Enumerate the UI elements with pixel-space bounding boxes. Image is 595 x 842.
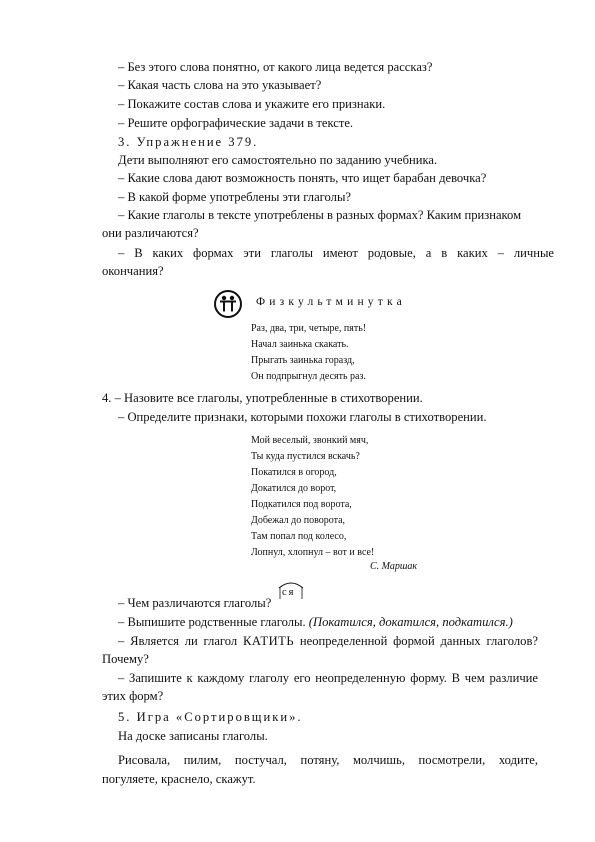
text-line: – В какой форме употреблены эти глаголы? bbox=[118, 190, 351, 204]
verb-list-line: погуляете, краснело, скажут. bbox=[102, 772, 256, 786]
text-line: 4. – Назовите все глаголы, употребленные в стихотворении. bbox=[102, 391, 423, 405]
section-heading bbox=[118, 710, 303, 725]
poem-line: Лопнул, хлопнул – вот и все! bbox=[251, 547, 375, 558]
question-line: – Покажите состав слова и укажите его признаки. bbox=[118, 97, 386, 111]
text-line: – Запишите к каждому глаголу его неопределенную форму. В чем различие bbox=[118, 671, 538, 685]
postfix-label: ся bbox=[282, 587, 296, 598]
text-line: – Какие глаголы в тексте употреблены в разных формах? Каким признаком bbox=[118, 208, 522, 222]
text-line: окончания? bbox=[102, 264, 164, 278]
poem-line: Прыгать заинька горазд, bbox=[251, 355, 355, 366]
question-line: – Решите орфографические задачи в тексте. bbox=[118, 116, 354, 130]
text-line: они различаются? bbox=[102, 226, 199, 240]
text-line: – В каких формах эти глаголы имеют родовые, а в каких – личные bbox=[118, 246, 554, 260]
section-title: Упражнение 379. bbox=[136, 135, 259, 149]
poem-line: Покатился в огород, bbox=[251, 467, 337, 478]
poem-line: Добежал до поворота, bbox=[251, 515, 346, 526]
text-line: – Выпишите родственные глаголы. (Покатился, докатился, подкатился.) bbox=[118, 615, 513, 629]
poem-line: Там попал под колесо, bbox=[251, 531, 347, 542]
text-line: – Какие слова дают возможность понять, что ищет барабан девочка? bbox=[118, 171, 487, 185]
question-line: – Какая часть слова на это указывает? bbox=[118, 78, 322, 92]
text-line: этих форм? bbox=[102, 689, 164, 703]
section-title: Игра «Сортировщики». bbox=[136, 710, 303, 724]
section-heading bbox=[118, 135, 258, 150]
text-line: Почему? bbox=[102, 652, 149, 666]
keyword-katit: КАТИТЬ bbox=[242, 634, 295, 648]
poem-line: Раз, два, три, четыре, пять! bbox=[251, 323, 367, 334]
two-figures-icon bbox=[214, 290, 242, 318]
poem-line: Он подпрыгнул десять раз. bbox=[251, 371, 366, 382]
postfix-morpheme-mark bbox=[277, 584, 305, 600]
poem-line: Ты куда пустился вскачь? bbox=[251, 451, 360, 462]
poem-line: Начал заинька скакать. bbox=[251, 339, 349, 350]
text-line: Дети выполняют его самостоятельно по заданию учебника. bbox=[118, 153, 438, 167]
section-number: 5. bbox=[118, 710, 132, 724]
text-line: – Определите признаки, которыми похожи глаголы в стихотворении. bbox=[118, 410, 487, 424]
verb-list-line: Рисовала, пилим, постучал, потяну, молчишь, посмотрели, ходите, bbox=[118, 753, 538, 767]
poem-line: Мой веселый, звонкий мяч, bbox=[251, 435, 369, 446]
text-line: – Чем различаются глаголы? bbox=[118, 596, 272, 610]
text-line: На доске записаны глаголы. bbox=[118, 729, 268, 743]
question-line: – Без этого слова понятно, от какого лица ведется рассказ? bbox=[118, 60, 433, 74]
poem-author: С. Маршак bbox=[370, 561, 418, 572]
physminute-title: Физкультминутка bbox=[256, 296, 406, 308]
poem-line: Докатился до ворот, bbox=[251, 483, 337, 494]
italic-example: (Покатился, докатился, подкатился.) bbox=[308, 615, 513, 629]
text-line: – Является ли глагол КАТИТЬ неопределенной формой данных глаголов? bbox=[118, 634, 538, 648]
section-number: 3. bbox=[118, 135, 132, 149]
poem-line: Подкатился под ворота, bbox=[251, 499, 352, 510]
